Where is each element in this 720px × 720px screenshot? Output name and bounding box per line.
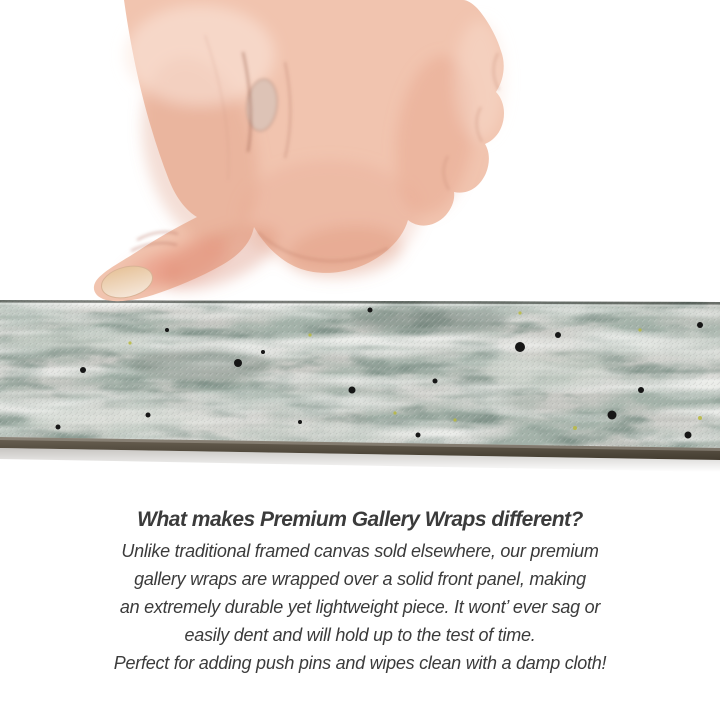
headline: What makes Premium Gallery Wraps different? (137, 508, 583, 531)
body-line-3: an extremely durable yet lightweight piece. It wont’ ever sag or (119, 597, 601, 617)
canvas-face (0, 295, 720, 455)
hand-graphic (0, 0, 720, 302)
body-line-5: Perfect for adding push pins and wipes clean with a damp cloth! (113, 653, 607, 673)
info-text (0, 503, 720, 677)
canvas-weave-texture (0, 295, 720, 455)
body-line-4: easily dent and will hold up to the test of time. (184, 625, 536, 645)
body-line-2: gallery wraps are wrapped over a solid front panel, making (134, 569, 586, 589)
canvas-edge-strip (0, 295, 720, 480)
body-line-1: Unlike traditional framed canvas sold elsewhere, our premium (121, 541, 599, 561)
